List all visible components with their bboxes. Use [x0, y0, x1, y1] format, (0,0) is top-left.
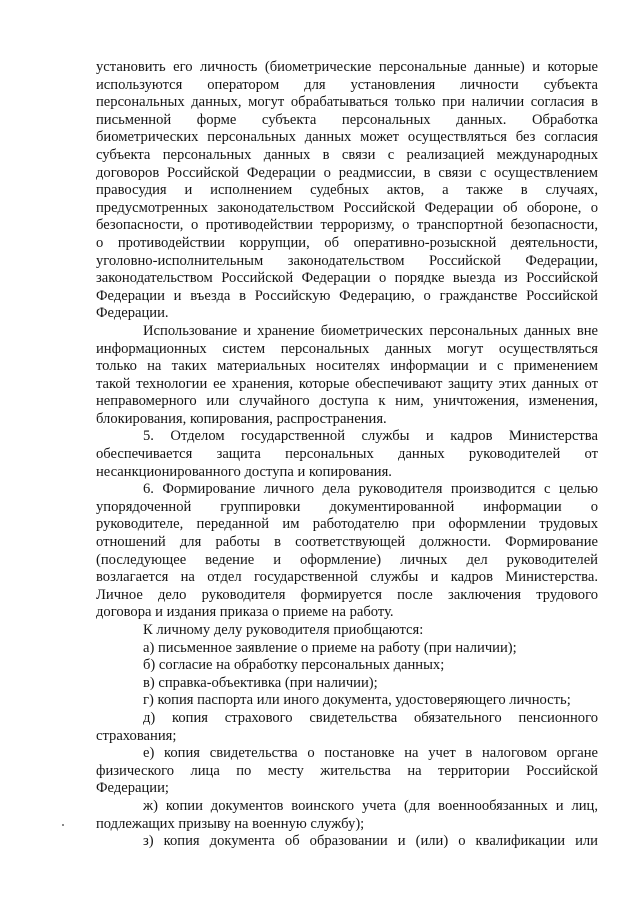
text-line: возлагается на отдел государственной службы и кадров Министерства. — [96, 569, 598, 586]
list-item — [96, 745, 598, 798]
text-line: е) копия свидетельства о постановке на учет в налоговом органе — [143, 745, 598, 762]
text-line: безопасности, о противодействии терроризму, о транспортной безопасности, — [96, 217, 598, 234]
paragraph-item-5 — [96, 428, 598, 481]
list-item: б) согласие на обработку персональных данных; — [143, 657, 445, 674]
text-line: Личное дело руководителя формируется после заключения трудового — [96, 586, 598, 603]
list-item — [96, 710, 598, 745]
text-line: договоров Российской Федерации о реадмиссии, в связи с осуществлением — [96, 164, 598, 181]
text-line: используются оператором для установления личности субъекта — [96, 76, 598, 93]
text-line: о противодействии коррупции, об оперативно-розыскной деятельности, — [96, 234, 598, 251]
text-line: руководителе, переданной им работодателю при оформлении трудовых — [96, 516, 598, 533]
text-line: Использование и хранение биометрических персональных данных вне — [143, 322, 598, 339]
text-line: подлежащих призыву на военную службу); — [96, 815, 365, 832]
text-line: (последующее ведение и оформление) личных дел руководителей — [96, 551, 598, 568]
text-line: д) копия страхового свидетельства обязательного пенсионного — [143, 709, 598, 726]
paragraph-biometric-consent — [96, 59, 598, 323]
text-line: правосудия и исполнением судебных актов, а также в случаях, — [96, 182, 598, 199]
attachments-list — [96, 640, 598, 851]
text-line: уголовно-исполнительным законодательством Российской Федерации, — [96, 252, 598, 269]
text-line: блокирования, копирования, распространения. — [96, 410, 387, 427]
text-line: только на таких материальных носителях информации и с применением — [96, 358, 598, 375]
paragraph-biometric-storage — [96, 323, 598, 429]
text-line: Федерации и въезда в Российскую Федерацию, о гражданстве Российской — [96, 287, 598, 304]
scan-speck — [62, 824, 64, 826]
text-line: информационных систем персональных данных могут осуществляться — [96, 340, 598, 357]
text-line: неправомерного или случайного доступа к ним, уничтожения, изменения, — [96, 393, 598, 410]
list-item: в) справка-объективка (при наличии); — [143, 674, 378, 691]
list-item: а) письменное заявление о приеме на работу (при наличии); — [143, 639, 517, 656]
list-item: з) копия документа об образовании и (или) о квалификации или — [143, 833, 598, 850]
list-item: г) копия паспорта или иного документа, удостоверяющего личность; — [143, 692, 571, 709]
text-line: физического лица по месту жительства на территории Российской — [96, 762, 598, 779]
text-line: законодательством Российской Федерации о порядке выезда из Российской — [96, 270, 598, 287]
text-line: письменной форме субъекта персональных данных. Обработка — [96, 111, 598, 128]
text-line: обеспечивается защита персональных данных руководителей от — [96, 446, 598, 463]
document-body — [96, 59, 598, 851]
text-line: страхования; — [96, 727, 177, 744]
text-line: субъекта персональных данных в связи с реализацией международных — [96, 146, 598, 163]
list-item — [96, 798, 598, 833]
text-line: установить его личность (биометрические персональные данные) и которые — [96, 59, 598, 75]
text-line: отношений для работы в соответствующей должности. Формирование — [96, 534, 598, 551]
text-line: 6. Формирование личного дела руководителя производится с целью — [143, 481, 598, 498]
text-line: Федерации. — [96, 305, 169, 322]
text-line: договора и издания приказа о приеме на работу. — [96, 604, 394, 621]
text-line: несанкционированного доступа и копирования. — [96, 463, 392, 480]
list-intro: К личному делу руководителя приобщаются: — [143, 622, 424, 638]
text-line: персональных данных, могут обрабатываться только при наличии согласия в — [96, 94, 598, 111]
text-line: 5. Отделом государственной службы и кадров Министерства — [143, 428, 598, 445]
text-line: ж) копии документов воинского учета (для военнообязанных и лиц, — [143, 797, 598, 814]
paragraph-item-6 — [96, 481, 598, 622]
text-line: биометрических персональных данных может осуществляться без согласия — [96, 129, 598, 146]
text-line: Федерации; — [96, 780, 169, 797]
text-line: упорядоченной группировки документированной информации о — [96, 498, 598, 515]
text-line: такой технологии ее хранения, которые обеспечивают защиту этих данных от — [96, 375, 598, 392]
text-line: предусмотренных законодательством Российской Федерации об обороне, о — [96, 199, 598, 216]
